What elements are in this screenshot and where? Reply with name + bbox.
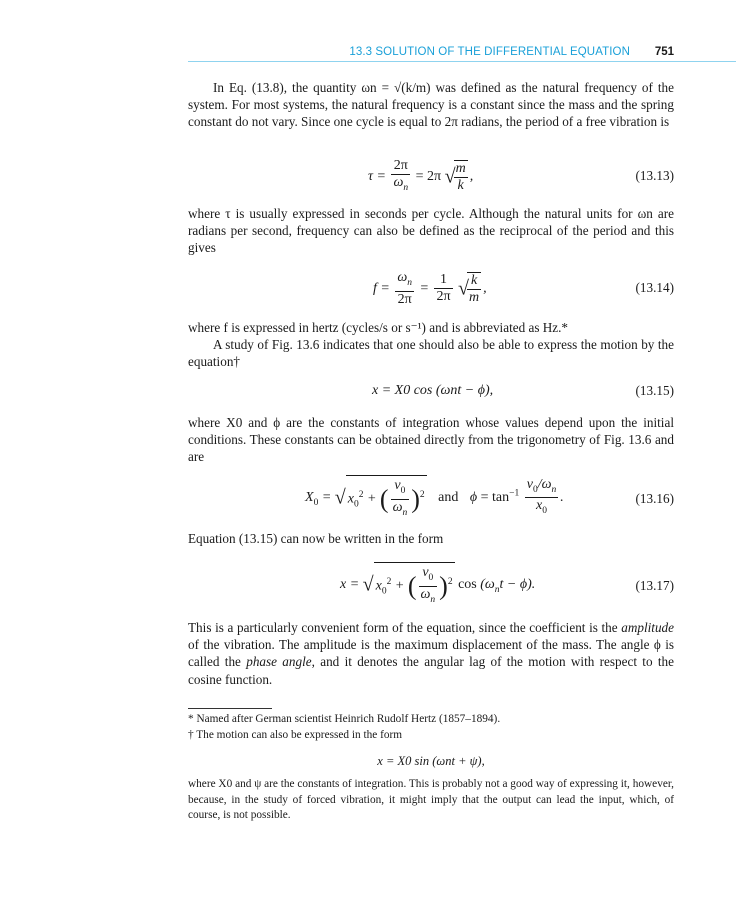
- footnote-2: † The motion can also be expressed in the form: [188, 729, 403, 741]
- footnote-1: * Named after German scientist Heinrich Rudolf Hertz (1857–1894).: [188, 713, 501, 725]
- equation-text: x = X0 cos (ωnt − ϕ),: [372, 383, 494, 398]
- page-number: 751: [654, 46, 674, 58]
- paragraph-7-text-b: of the vibration. The amplitude is the maximum displacement of the mass. The angle ϕ is called the: [188, 637, 674, 670]
- paragraph-2: where τ is usually expressed in seconds per cycle. Although the natural units for ωn are radians per second, frequency can also be defined as the reciprocal of the period and this gives: [188, 206, 674, 256]
- equation-13-14: f = $\frac{\omega_n}{2\pi}$ = $\frac{1}{2\pi}$ √ $\frac{k}{m}$ , (13.14): [373, 270, 674, 307]
- paragraph-6: Equation (13.15) can now be written in the form: [188, 531, 444, 546]
- paragraph-3: where f is expressed in hertz (cycles/s or s⁻¹) and is abbreviated as Hz.*: [188, 320, 569, 335]
- header-rule: [188, 61, 736, 62]
- paragraph-1: In Eq. (13.8), the quantity ωn = √(k/m) was defined as the natural frequency of the system. For most systems, the natural frequency is a constant since the mass and the spring constant do not vary. Since one cycle is equal to 2π radians, the period of a free vibration is: [188, 80, 674, 130]
- equation-number: (13.13): [635, 168, 674, 183]
- equation-13-13: τ = $\frac{2\pi}{\omega_n}$ = 2π √ $\frac{m}{k}$ , (13.13): [368, 158, 674, 193]
- paragraph-7: [188, 619, 674, 688]
- footnote-3: where X0 and ψ are the constants of integration. This is probably not a good way of expressing it, however, because, in the study of forced vibration, it might imply that the output can lead the input, which, of course, is not possible.: [188, 778, 674, 821]
- equation-13-17: x = √ $x_0^2$ + ( $\frac{v_0}{\omega_n}$ )$^2$ $\cos (\omega_nt - \phi)$. (13.17): [188, 562, 674, 608]
- equation-number: (13.16): [635, 491, 674, 506]
- paragraph-4: A study of Fig. 13.6 indicates that one should also be able to express the motion by the equation†: [188, 337, 674, 370]
- section-title: 13.3 SOLUTION OF THE DIFFERENTIAL EQUATION: [349, 46, 630, 58]
- phase-angle-term: phase angle: [246, 654, 312, 670]
- paragraph-7-text-c: , and it denotes the angular lag of the motion with respect to the cosine function.: [188, 654, 674, 687]
- and-word: and: [438, 490, 459, 506]
- paragraph-5: where X0 and ϕ are the constants of integration whose values depend upon the initial conditions. These constants can be obtained directly from the trigonometry of Fig. 13.6 and are: [188, 415, 674, 465]
- amplitude-term: amplitude: [621, 620, 674, 635]
- footnote-equation: x = X0 sin (ωnt + ψ),: [377, 754, 485, 768]
- paragraph-7-text-a: This is a particularly convenient form of the equation, since the coefficient is the: [188, 620, 622, 635]
- equation-number: (13.15): [635, 383, 674, 398]
- footnote-rule: [188, 708, 272, 709]
- equation-number: (13.14): [635, 280, 674, 295]
- running-header: [188, 46, 674, 60]
- equation-13-16: $X_0$ = √ $x_0^2$ + ( $\frac{v_0}{\omega_n}$ )$^2$ and $\phi = \tan^{-1}$ $\frac{v_0/\omega_n}{x_0}$ . (13.16): [188, 475, 674, 521]
- equation-number: (13.17): [635, 578, 674, 593]
- equation-13-15: [188, 383, 674, 401]
